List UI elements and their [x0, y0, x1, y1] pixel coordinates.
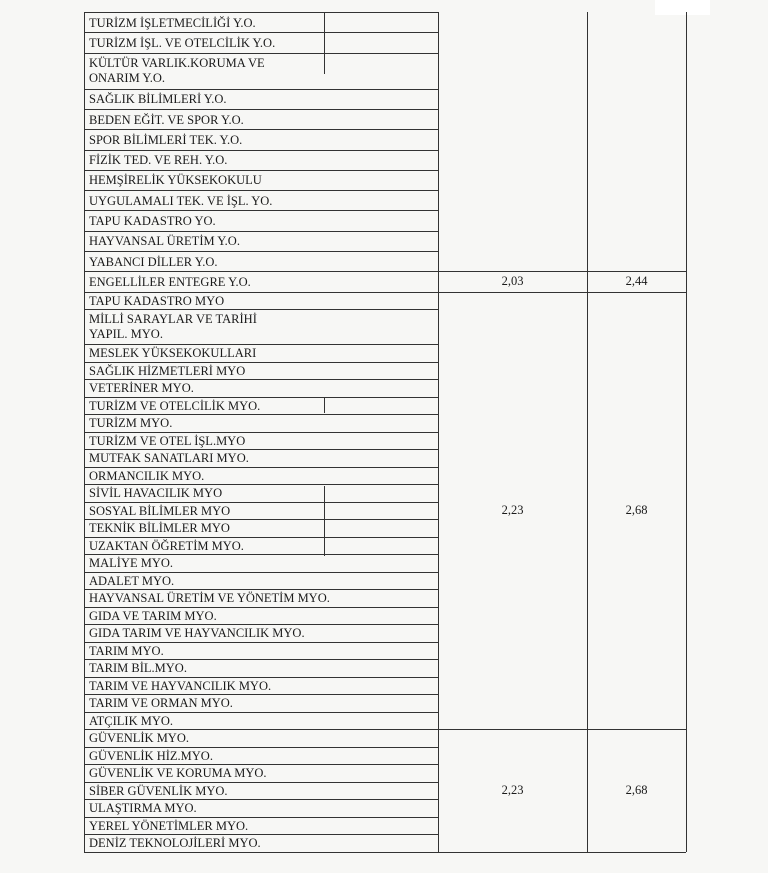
- unit-name: GÜVENLİK MYO.: [89, 731, 189, 746]
- unit-name: SAĞLIK HİZMETLERİ MYO: [89, 363, 246, 378]
- table-left: [84, 12, 85, 852]
- group-divider: [84, 271, 686, 272]
- unit-name: SAĞLIK BİLİMLERİ Y.O.: [89, 92, 227, 107]
- unit-name: DENİZ TEKNOLOJİLERİ MYO.: [89, 836, 261, 851]
- inner-divider: [324, 12, 325, 74]
- unit-name: SİBER GÜVENLİK MYO.: [89, 783, 228, 798]
- unit-name: TURİZM MYO.: [89, 416, 173, 431]
- unit-name: BEDEN EĞİT. VE SPOR Y.O.: [89, 112, 244, 127]
- unit-name: YABANCI DİLLER Y.O.: [89, 254, 218, 269]
- table-row: [84, 150, 438, 170]
- table-row: [84, 53, 438, 89]
- table-row: [84, 32, 438, 52]
- table-row: [84, 764, 438, 782]
- score-col2: 2,44: [625, 273, 648, 288]
- unit-name: TARIM MYO.: [89, 643, 164, 658]
- unit-name: TEKNİK BİLİMLER MYO: [89, 521, 230, 536]
- unit-name: GIDA TARIM VE HAYVANCILIK MYO.: [89, 626, 305, 641]
- unit-name: MALİYE MYO.: [89, 556, 174, 571]
- table-row: [84, 502, 438, 520]
- table-row: [84, 109, 438, 129]
- unit-name: MESLEK YÜKSEKOKULLARI: [89, 346, 257, 361]
- unit-name: TARIM BİL.MYO.: [89, 661, 187, 676]
- table-row: [84, 642, 438, 660]
- score-col1: 2,23: [501, 502, 524, 517]
- table-row: [84, 89, 438, 109]
- table-row: [84, 677, 438, 695]
- table-row: [84, 251, 438, 271]
- unit-name: UYGULAMALI TEK. VE İŞL. YO.: [89, 193, 273, 208]
- unit-name: SİVİL HAVACILIK MYO: [89, 486, 223, 501]
- table-row: [84, 799, 438, 817]
- unit-name: ADALET MYO.: [89, 573, 175, 588]
- inner-divider: [324, 486, 325, 556]
- table-row: [84, 572, 438, 590]
- unit-name: KÜLTÜR VARLIK.KORUMA VE: [89, 55, 265, 70]
- unit-name: HAYVANSAL ÜRETİM Y.O.: [89, 234, 240, 249]
- unit-name: GÜVENLİK HİZ.MYO.: [89, 748, 213, 763]
- score-col1: 2,03: [501, 273, 524, 288]
- unit-name: TURİZM İŞL. VE OTELCİLİK Y.O.: [89, 35, 276, 50]
- unit-name: ENGELLİLER ENTEGRE Y.O.: [89, 274, 251, 289]
- unit-name: YEREL YÖNETİMLER MYO.: [89, 818, 249, 833]
- table-row: [84, 344, 438, 362]
- table-row: [84, 712, 438, 730]
- unit-name: TURİZM VE OTEL İŞL.MYO: [89, 433, 246, 448]
- table-row: [84, 449, 438, 467]
- table-row: [84, 271, 438, 291]
- table-row: [84, 834, 438, 852]
- unit-name: HEMŞİRELİK YÜKSEKOKULU: [89, 173, 262, 188]
- table-row: [84, 432, 438, 450]
- unit-name: TURİZM VE OTELCİLİK MYO.: [89, 398, 261, 413]
- col-divider-mid: [587, 12, 588, 852]
- table-row: [84, 782, 438, 800]
- unit-name: SOSYAL BİLİMLER MYO: [89, 503, 231, 518]
- unit-name: TAPU KADASTRO YO.: [89, 214, 216, 229]
- unit-name: ATÇILIK MYO.: [89, 713, 174, 728]
- table-row: [84, 414, 438, 432]
- score-col2: 2,68: [625, 502, 648, 517]
- unit-name: UZAKTAN ÖĞRETİM MYO.: [89, 538, 244, 553]
- table-row: [84, 467, 438, 485]
- table-row: [84, 210, 438, 230]
- group-divider: [84, 729, 686, 730]
- table-row: [84, 607, 438, 625]
- unit-name: TARIM VE HAYVANCILIK MYO.: [89, 678, 272, 693]
- unit-name: MİLLİ SARAYLAR VE TARİHİ: [89, 311, 257, 326]
- table-row: [84, 309, 438, 344]
- table-row: [84, 292, 438, 310]
- unit-name: GIDA VE TARIM MYO.: [89, 608, 217, 623]
- table-row: [84, 397, 438, 415]
- unit-name: ULAŞTIRMA MYO.: [89, 801, 197, 816]
- unit-name: TARIM VE ORMAN MYO.: [89, 696, 233, 711]
- unit-name: GÜVENLİK VE KORUMA MYO.: [89, 766, 267, 781]
- unit-name: VETERİNER MYO.: [89, 381, 194, 396]
- unit-name: ONARIM Y.O.: [89, 70, 166, 85]
- table-row: [84, 190, 438, 210]
- scan-artifact: [655, 0, 710, 15]
- table-row: [84, 537, 438, 555]
- table-row: [84, 519, 438, 537]
- unit-name: TAPU KADASTRO MYO: [89, 293, 225, 308]
- unit-name: MUTFAK SANATLARI MYO.: [89, 451, 249, 466]
- table-row: [84, 12, 438, 32]
- unit-name: FİZİK TED. VE REH. Y.O.: [89, 153, 228, 168]
- table-row: [84, 379, 438, 397]
- table-row: [84, 484, 438, 502]
- table-row: [84, 729, 438, 747]
- table-row: [84, 817, 438, 835]
- score-col2: 2,68: [625, 782, 648, 797]
- table-top: [84, 12, 438, 13]
- unit-name: SPOR BİLİMLERİ TEK. Y.O.: [89, 132, 243, 147]
- table-bottom: [84, 852, 686, 853]
- table-row: [84, 659, 438, 677]
- table-right: [686, 12, 687, 852]
- table-row: [84, 747, 438, 765]
- unit-name: TURİZM İŞLETMECİLİĞİ Y.O.: [89, 15, 256, 30]
- score-col1: 2,23: [501, 782, 524, 797]
- group-divider: [84, 292, 686, 293]
- table-row: [84, 170, 438, 190]
- table-row: [84, 589, 438, 607]
- inner-divider: [324, 398, 325, 413]
- table-row: [84, 362, 438, 380]
- col-divider-name: [438, 12, 439, 852]
- table-row: [84, 231, 438, 251]
- table-row: [84, 694, 438, 712]
- table-row: [84, 554, 438, 572]
- unit-name: YAPIL. MYO.: [89, 326, 163, 341]
- unit-name: ORMANCILIK MYO.: [89, 468, 205, 483]
- table-row: [84, 129, 438, 149]
- unit-name: HAYVANSAL ÜRETİM VE YÖNETİM MYO.: [89, 591, 330, 606]
- table-row: [84, 624, 438, 642]
